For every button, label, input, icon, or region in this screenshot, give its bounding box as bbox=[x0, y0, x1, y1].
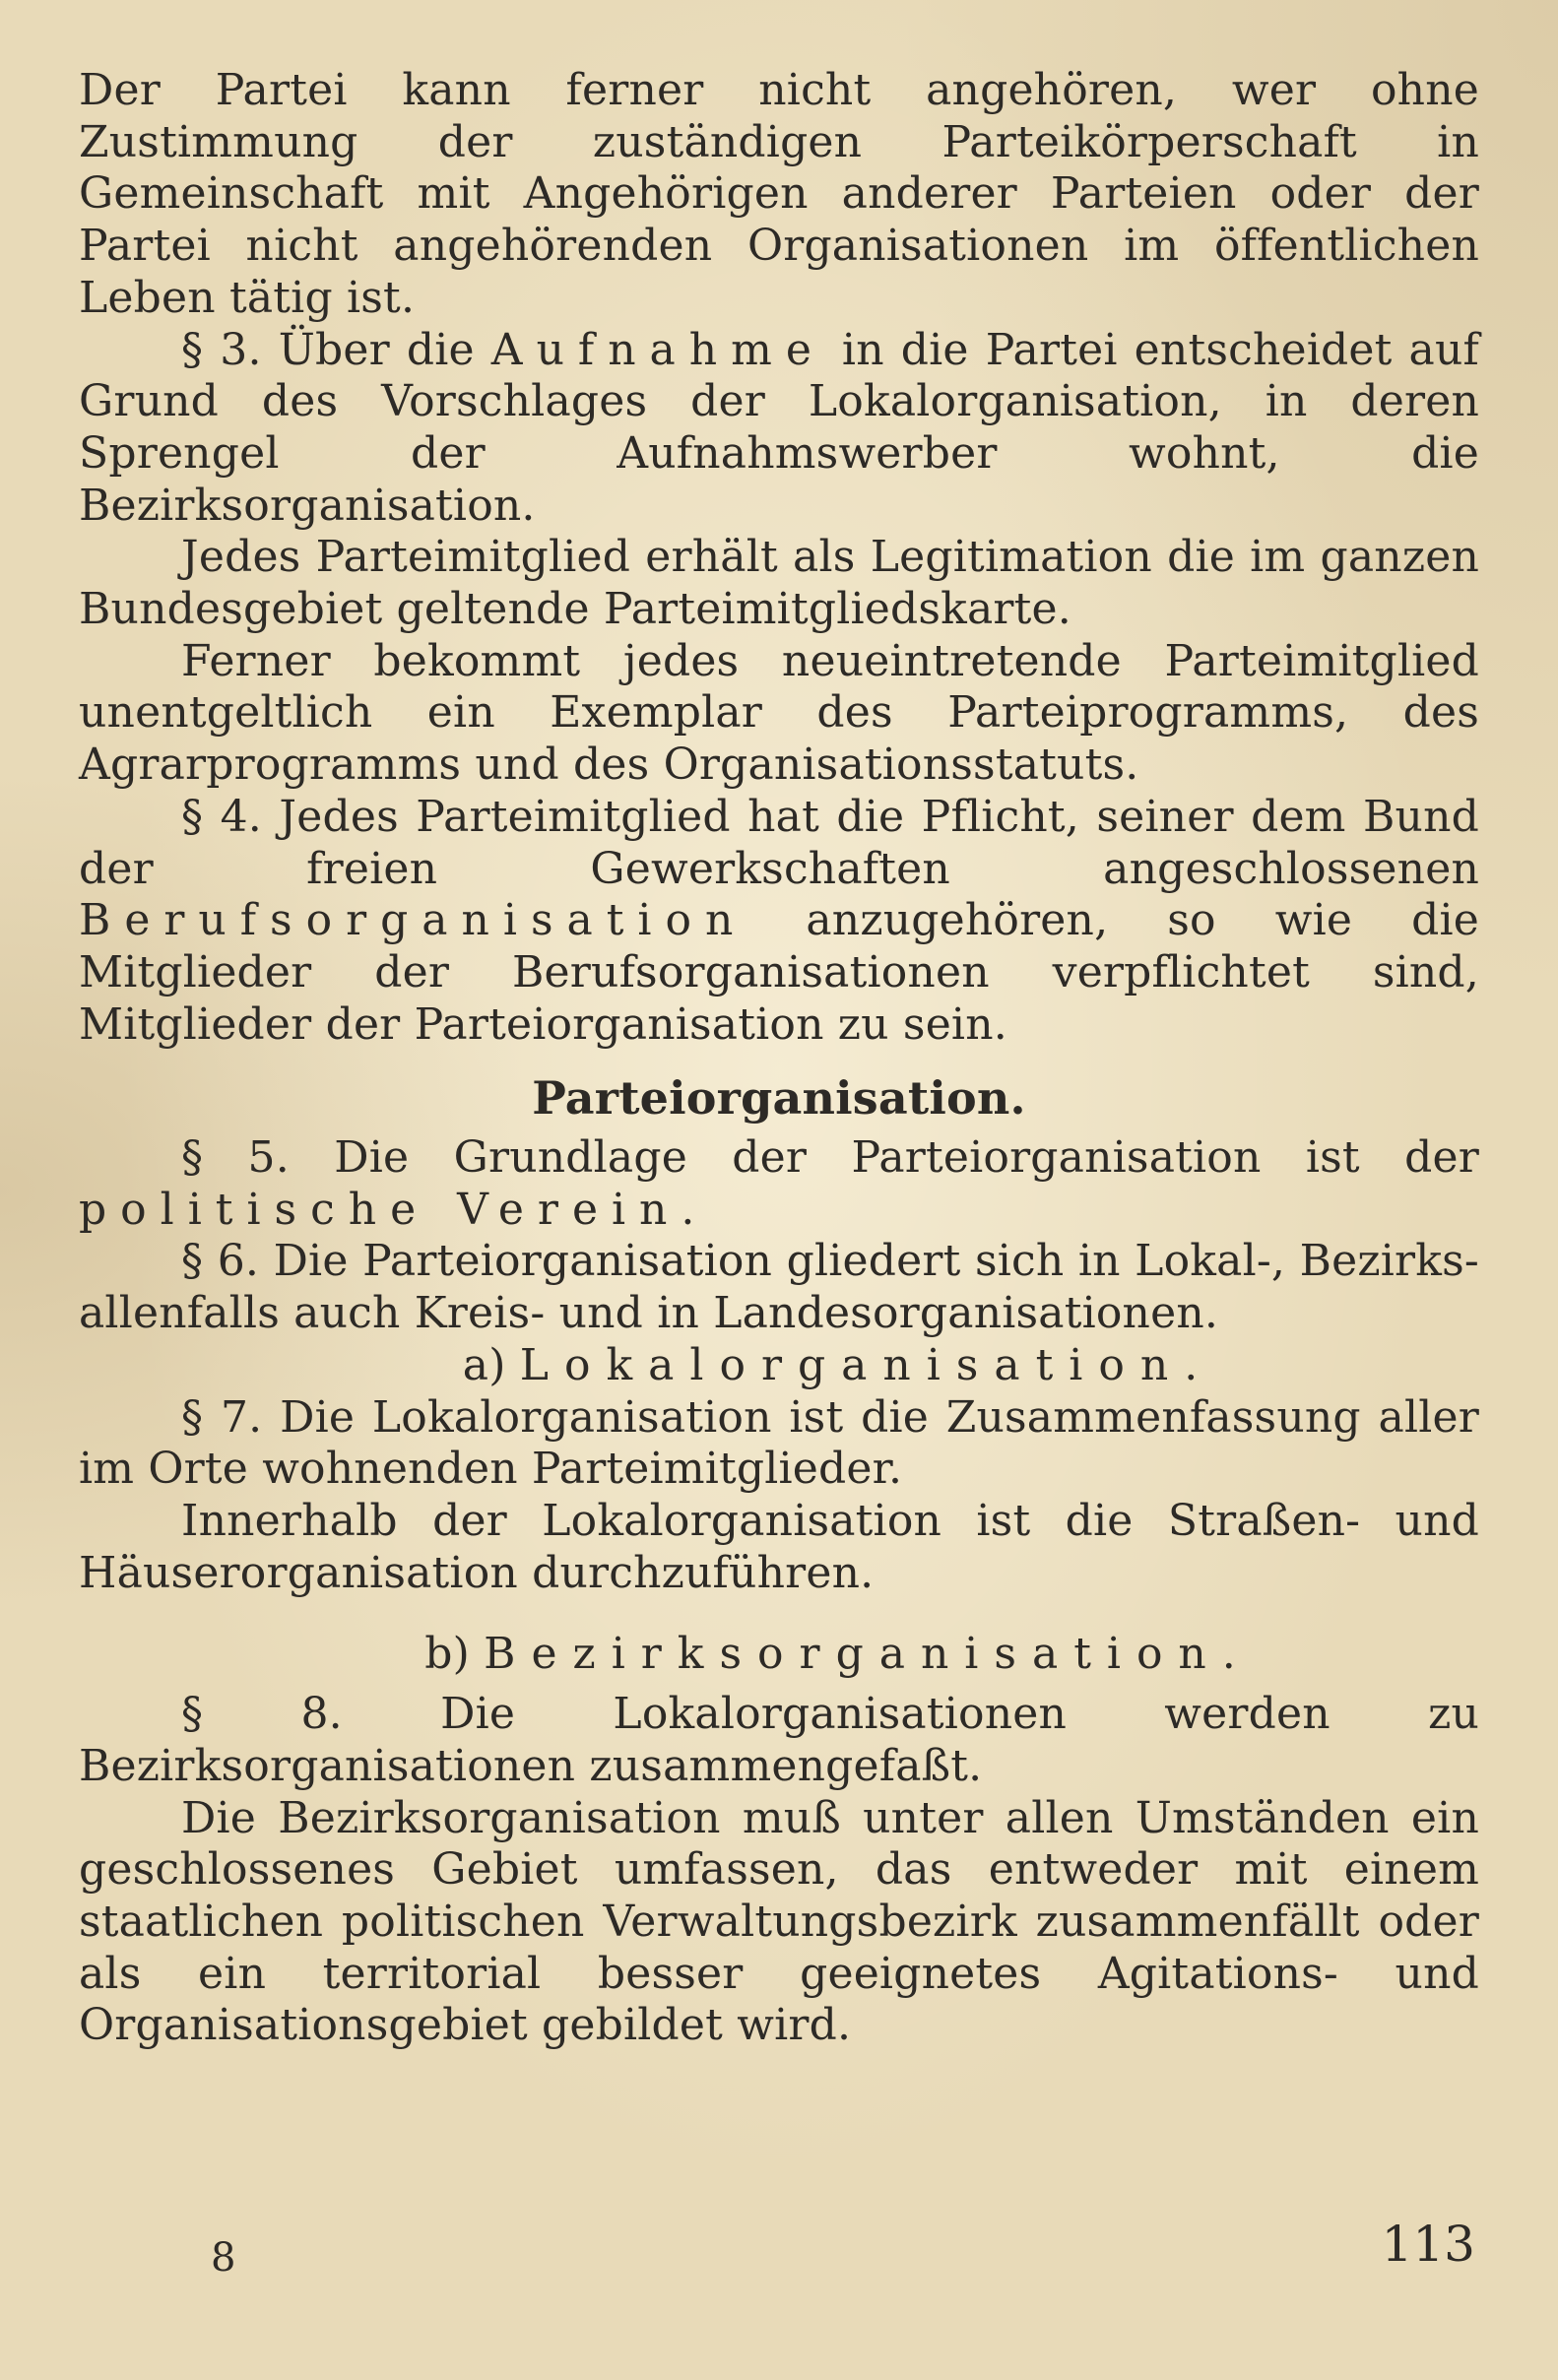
paragraph-street-organisation: Innerhalb der Lokalorganisation ist die Straßen- und Häuserorganisation durchzuführen. bbox=[79, 1495, 1479, 1598]
paragraph-section-3 bbox=[79, 325, 1479, 533]
section-4-spaced-term: Berufsorganisation bbox=[79, 895, 747, 946]
section-5-spaced-term: politische Verein. bbox=[79, 1184, 709, 1235]
section-heading: Parteiorganisation. bbox=[532, 1071, 1026, 1126]
paragraph-section-4 bbox=[79, 792, 1479, 1052]
paragraph-district-area: Die Bezirksorganisation muß unter allen Umständen ein geschlossenes Gebiet umfassen, das entweder mit einem staatlichen politischen Verwaltungsbezirk zusammenfällt oder als ein territorial besser geeignetes Agitations- und Organisationsgebiet gebildet wird. bbox=[79, 1792, 1479, 2051]
paragraph-membership-card: Jedes Parteimitglied erhält als Legitimation die im ganzen Bundesgebiet geltende Parteimitgliedskarte. bbox=[79, 532, 1479, 635]
paragraph-section-5 bbox=[79, 1132, 1479, 1236]
section-3-rest: in die Partei entscheidet auf Grund des Vorschlages der Lokalorganisation, in deren Sprengel der Aufnahmswerber wohnt, die Bezirksorganisation. bbox=[79, 324, 1479, 531]
paragraph-program-copy: Ferner bekommt jedes neueintretende Parteimitglied unentgeltlich ein Exemplar des Parteiprogramms, des Agrarprogramms und des Organisationsstatuts. bbox=[79, 635, 1479, 791]
subheading-b bbox=[79, 1599, 1479, 1689]
subheading-a bbox=[79, 1340, 1479, 1392]
page-number: 113 bbox=[1381, 2216, 1475, 2273]
section-3-intro: § 3. Über die bbox=[181, 324, 491, 375]
signature-mark: 8 bbox=[211, 2235, 236, 2281]
subheading-b-label: b) bbox=[424, 1629, 485, 1680]
section-4-intro: § 4. Jedes Parteimitglied hat die Pflicht, seiner dem Bund der freien Gewerkschaften angeschlossenen bbox=[79, 791, 1479, 894]
section-5-intro: § 5. Die Grundlage der Parteiorganisation ist der bbox=[181, 1132, 1479, 1184]
paragraph-membership-restriction: Der Partei kann ferner nicht angehören, wer ohne Zustimmung der zuständigen Parteikörperschaft in Gemeinschaft mit Angehörigen anderer Parteien oder der Partei nicht angehörenden Organisationen im öffentlichen Leben tätig ist. bbox=[79, 65, 1479, 323]
subheading-a-label: a) bbox=[462, 1339, 520, 1390]
paragraph-section-8: § 8. Die Lokalorganisationen werden zu Bezirksorganisationen zusammengefaßt. bbox=[79, 1689, 1479, 1791]
section-4-rest: anzugehören, so wie die Mitglieder der Berufsorganisationen verpflichtet sind, Mitglieder der Parteiorganisation zu sein. bbox=[79, 895, 1479, 1050]
paragraph-section-6: § 6. Die Parteiorganisation gliedert sich in Lokal-, Bezirks- allenfalls auch Kreis- und in Landesorganisationen. bbox=[79, 1236, 1479, 1339]
section-3-spaced-term: Aufnahme bbox=[490, 324, 825, 375]
body-text bbox=[79, 65, 1479, 2052]
paragraph-section-7: § 7. Die Lokalorganisation ist die Zusammenfassung aller im Orte wohnenden Parteimitglieder. bbox=[79, 1391, 1479, 1495]
subheading-a-title: Lokalorganisation. bbox=[519, 1339, 1214, 1390]
subheading-b-title: Bezirksorganisation. bbox=[484, 1629, 1252, 1680]
